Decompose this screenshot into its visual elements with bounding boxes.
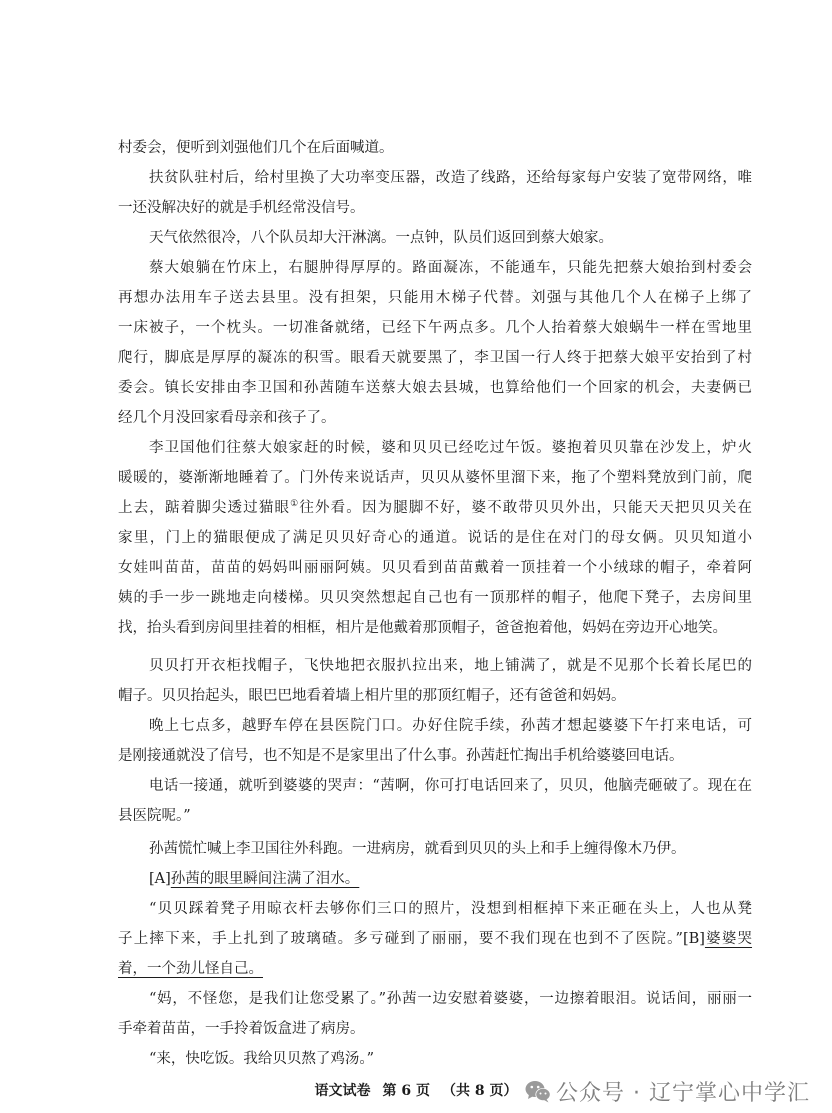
text-line: “来，快吃饭。我给贝贝熬了鸡汤。” [149,1051,375,1067]
text-line: 天气依然很冷，八个队员却大汗淋漓。一点钟，队员们返回到蔡大娘家。 [149,230,613,246]
article-body [118,133,752,1074]
text-line: 帽子。贝贝抬起头，眼巴巴地看着墙上相片里的那顶红帽子，还有爸爸和妈妈。 [118,688,626,704]
paragraph [118,253,752,433]
line-text: 子上摔下来，手上扎到了玻璃碴。多亏碰到了丽丽，要不我们现在也到不了医院。” [118,931,683,947]
text-line [118,924,752,954]
text-line: 家里，门上的猫眼便成了满足贝贝好奇心的通道。说话的是住在对门的母女俩。贝贝知道小 [118,530,752,546]
text-line: 再想办法用车子送去县里。没有担架，只能用木梯子代替。刘强与其他几个人在梯子上绑了 [118,290,752,306]
paragraph [118,1044,752,1074]
paragraph [118,984,752,1044]
paragraph [118,894,752,984]
paragraph [118,864,752,894]
footer-subject: 语文试卷 [314,1083,371,1099]
watermark [525,1076,810,1106]
underlined-passage-b: 婆婆哭 [704,931,753,947]
paragraph [118,711,752,771]
paragraph [118,223,752,253]
text-line [118,864,752,894]
text-line: “妈，不怪您，是我们让您受累了。”孙茜一边安慰着婆婆，一边擦着眼泪。说话间，丽丽一 [149,991,752,1007]
text-line: 电话一接通，就听到婆婆的哭声：“茜啊，你可打电话回来了，贝贝，他脑壳砸破了。现在在 [149,778,752,794]
paragraph [118,433,752,643]
watermark-text: 公众号 · 辽宁掌心中学汇 [556,1080,810,1106]
line-text: 上去，踮着脚尖透过猫眼 [118,500,291,516]
footer-page-total: （共 8 页） [442,1083,518,1099]
text-line: 扶贫队驻村后，给村里换了大功率变压器，改造了线路，还给每家每户安装了宽带网络，唯 [149,170,752,186]
text-line [118,954,752,984]
text-line: 找，抬头看到房间里挂着的相框，相片是他戴着那顶帽子，爸爸抱着他，妈妈在旁边开心地笑。 [118,620,727,636]
text-line: 村委会，便听到刘强他们几个在后面喊道。 [118,140,394,156]
paragraph [118,834,752,864]
text-line: 委会。镇长安排由李卫国和孙茜随车送蔡大娘去县城，也算给他们一个回家的机会，夫妻俩已 [118,380,752,396]
text-line: 是刚接通就没了信号，也不知是不是家里出了什么事。孙茜赶忙掏出手机给婆婆回电话。 [118,748,684,764]
paragraph [118,133,752,163]
marker-a: [A] [149,871,171,887]
footnote-marker: ① [290,499,300,509]
marker-b: [B] [682,931,705,947]
line-text: 往外看。因为腿脚不好，婆不敢带贝贝外出，只能天天把贝贝关在 [299,500,753,516]
underlined-passage-b: 着，一个劲儿怪自己。 [118,961,263,977]
text-line: 县医院呢。” [118,808,191,824]
paragraph [118,651,752,711]
text-line: “贝贝踩着凳子用晾衣杆去够你们三口的照片，没想到相框掉下来正砸在头上，人也从凳 [149,901,752,917]
text-line: 李卫国他们往蔡大娘家赶的时候，婆和贝贝已经吃过午饭。婆抱着贝贝靠在沙发上，炉火 [149,440,752,456]
text-line: 孙茜慌忙喊上李卫国往外科跑。一进病房，就看到贝贝的头上和手上缠得像木乃伊。 [149,841,686,857]
paragraph [118,163,752,223]
text-line: 姨的手一步一跳地走向楼梯。贝贝突然想起自己也有一顶那样的帽子，他爬下凳子，去房间里 [118,590,752,606]
text-line: 晚上七点多，越野车停在县医院门口。办好住院手续，孙茜才想起婆婆下午打来电话，可 [149,718,752,734]
text-line: 蔡大娘躺在竹床上，右腿肿得厚厚的。路面凝冻，不能通车，只能先把蔡大娘抬到村委会 [149,260,752,276]
text-line: 贝贝打开衣柜找帽子，飞快地把衣服扒拉出来，地上铺满了，就是不见那个长着长尾巴的 [149,658,752,674]
text-line: 一还没解决好的就是手机经常没信号。 [118,200,365,216]
text-line: 手牵着苗苗，一手拎着饭盒进了病房。 [118,1021,365,1037]
text-line: 一床被子，一个枕头。一切准备就绪，已经下午两点多。几个人抬着蔡大娘蜗牛一样在雪地里 [118,320,752,336]
text-line: 暖暖的，婆渐渐地睡着了。门外传来说话声，贝贝从婆怀里溜下来，拖了个塑料凳放到门前，爬 [118,470,752,486]
text-line [118,493,752,523]
wechat-icon [525,1080,551,1103]
footer-page-number: 第 6 页 [382,1083,430,1099]
paragraph [118,771,752,831]
text-line: 爬行，脚底是厚厚的凝冻的积雪。眼看天就要黑了，李卫国一行人终于把蔡大娘平安抬到了村 [118,350,752,366]
underlined-passage-a: 孙茜的眼里瞬间注满了泪水。 [170,871,360,887]
text-line: 经几个月没回家看母亲和孩子了。 [118,410,336,426]
text-line: 女娃叫苗苗，苗苗的妈妈叫丽丽阿姨。贝贝看到苗苗戴着一顶挂着一个小绒球的帽子，牵着阿 [118,560,752,576]
